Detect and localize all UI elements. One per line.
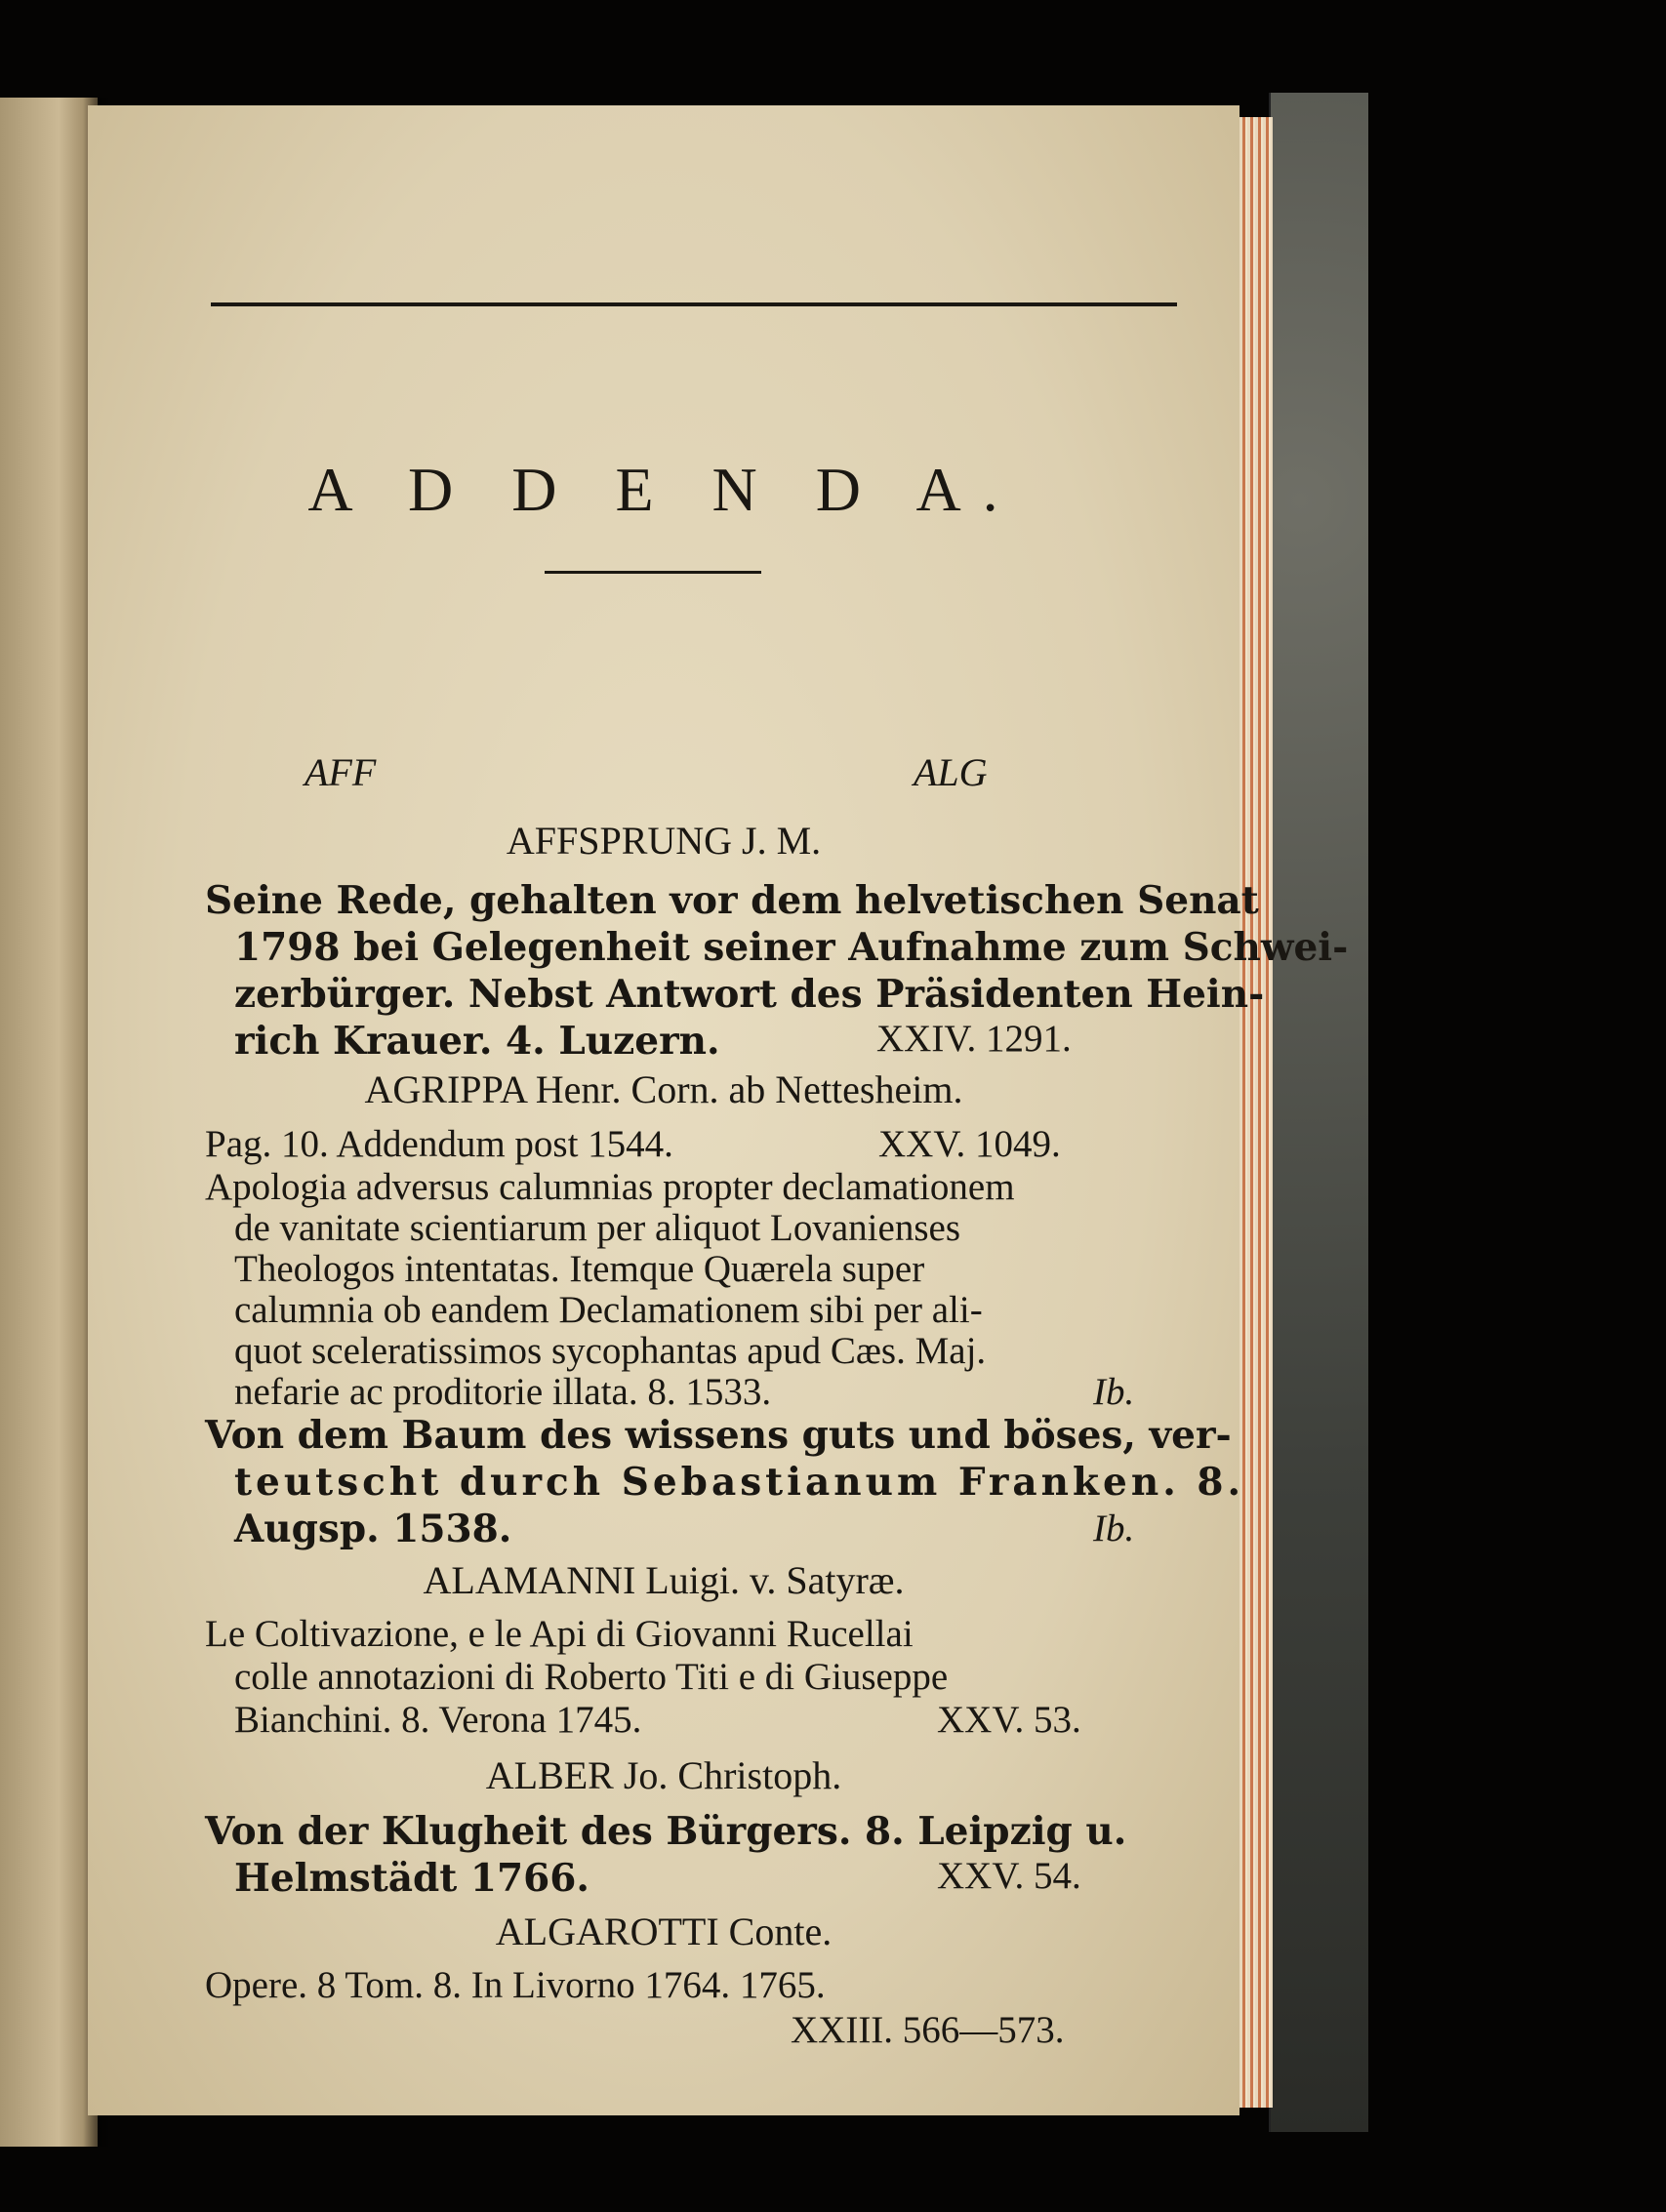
entry-heading-alamanni: ALAMANNI Luigi. v. Satyræ. <box>423 1558 905 1602</box>
entry-line: colle annotazioni di Roberto Titi e di Giuseppe <box>234 1656 949 1698</box>
heading-rule <box>545 571 761 574</box>
entry-line: de vanitate scientiarum per aliquot Lovanienses <box>234 1207 960 1249</box>
book-page <box>88 105 1349 2115</box>
entry-line: rich Krauer. 4. Luzern. <box>234 1019 720 1064</box>
entry-line: Pag. 10. Addendum post 1544. <box>205 1123 673 1165</box>
entry-line: Seine Rede, gehalten vor dem helvetischen Senat <box>205 878 1259 923</box>
entry-line: Helmstädt 1766. <box>234 1856 589 1901</box>
guide-word-left: AFF <box>305 750 377 794</box>
entry-line: Apologia adversus calumnias propter declamationem <box>205 1166 1015 1208</box>
entry-line: Opere. 8 Tom. 8. In Livorno 1764. 1765. <box>205 1964 826 2006</box>
entry-line: nefarie ac proditorie illata. 8. 1533. <box>234 1371 772 1413</box>
entry-line: Augsp. 1538. <box>234 1507 512 1551</box>
entry-line: Von der Klugheit des Bürgers. 8. Leipzig u. <box>205 1809 1127 1854</box>
entry-line: quot sceleratissimos sycophantas apud Cæs. Maj. <box>234 1330 987 1372</box>
entry-line: calumnia ob eandem Declamationem sibi per ali- <box>234 1289 983 1331</box>
top-rule <box>211 302 1177 306</box>
entry-line: 1798 bei Gelegenheit seiner Aufnahme zum Schwei- <box>234 925 1349 970</box>
volume-reference: Ib. <box>1093 1508 1135 1549</box>
page-heading: A D D E N D A. <box>307 455 1020 524</box>
entry-heading-algarotti: ALGAROTTI Conte. <box>495 1910 833 1953</box>
entry-line: teutscht durch Sebastianum Franken. 8. <box>234 1460 1245 1505</box>
volume-reference: XXIV. 1291. <box>876 1018 1072 1060</box>
entry-line: Le Coltivazione, e le Api di Giovanni Rucellai <box>205 1613 914 1655</box>
guide-word-right: ALG <box>914 750 988 794</box>
volume-reference: XXIII. 566—573. <box>791 2009 1065 2051</box>
entry-heading-alber: ALBER Jo. Christoph. <box>485 1753 842 1797</box>
volume-reference: XXV. 53. <box>937 1699 1081 1741</box>
entry-heading-agrippa: AGRIPPA Henr. Corn. ab Nettesheim. <box>364 1067 963 1111</box>
book-cover <box>1269 93 1368 2132</box>
entry-line: Bianchini. 8. Verona 1745. <box>234 1699 642 1741</box>
volume-reference: Ib. <box>1093 1371 1135 1413</box>
volume-reference: XXV. 54. <box>937 1855 1081 1897</box>
entry-heading-affsprung: AFFSPRUNG J. M. <box>506 819 822 863</box>
entry-line: Theologos intentatas. Itemque Quærela super <box>234 1248 925 1290</box>
volume-reference: XXV. 1049. <box>878 1123 1061 1165</box>
entry-line: Von dem Baum des wissens guts und böses, ver- <box>205 1413 1232 1458</box>
entry-line: zerbürger. Nebst Antwort des Präsidenten Hein- <box>234 972 1265 1017</box>
